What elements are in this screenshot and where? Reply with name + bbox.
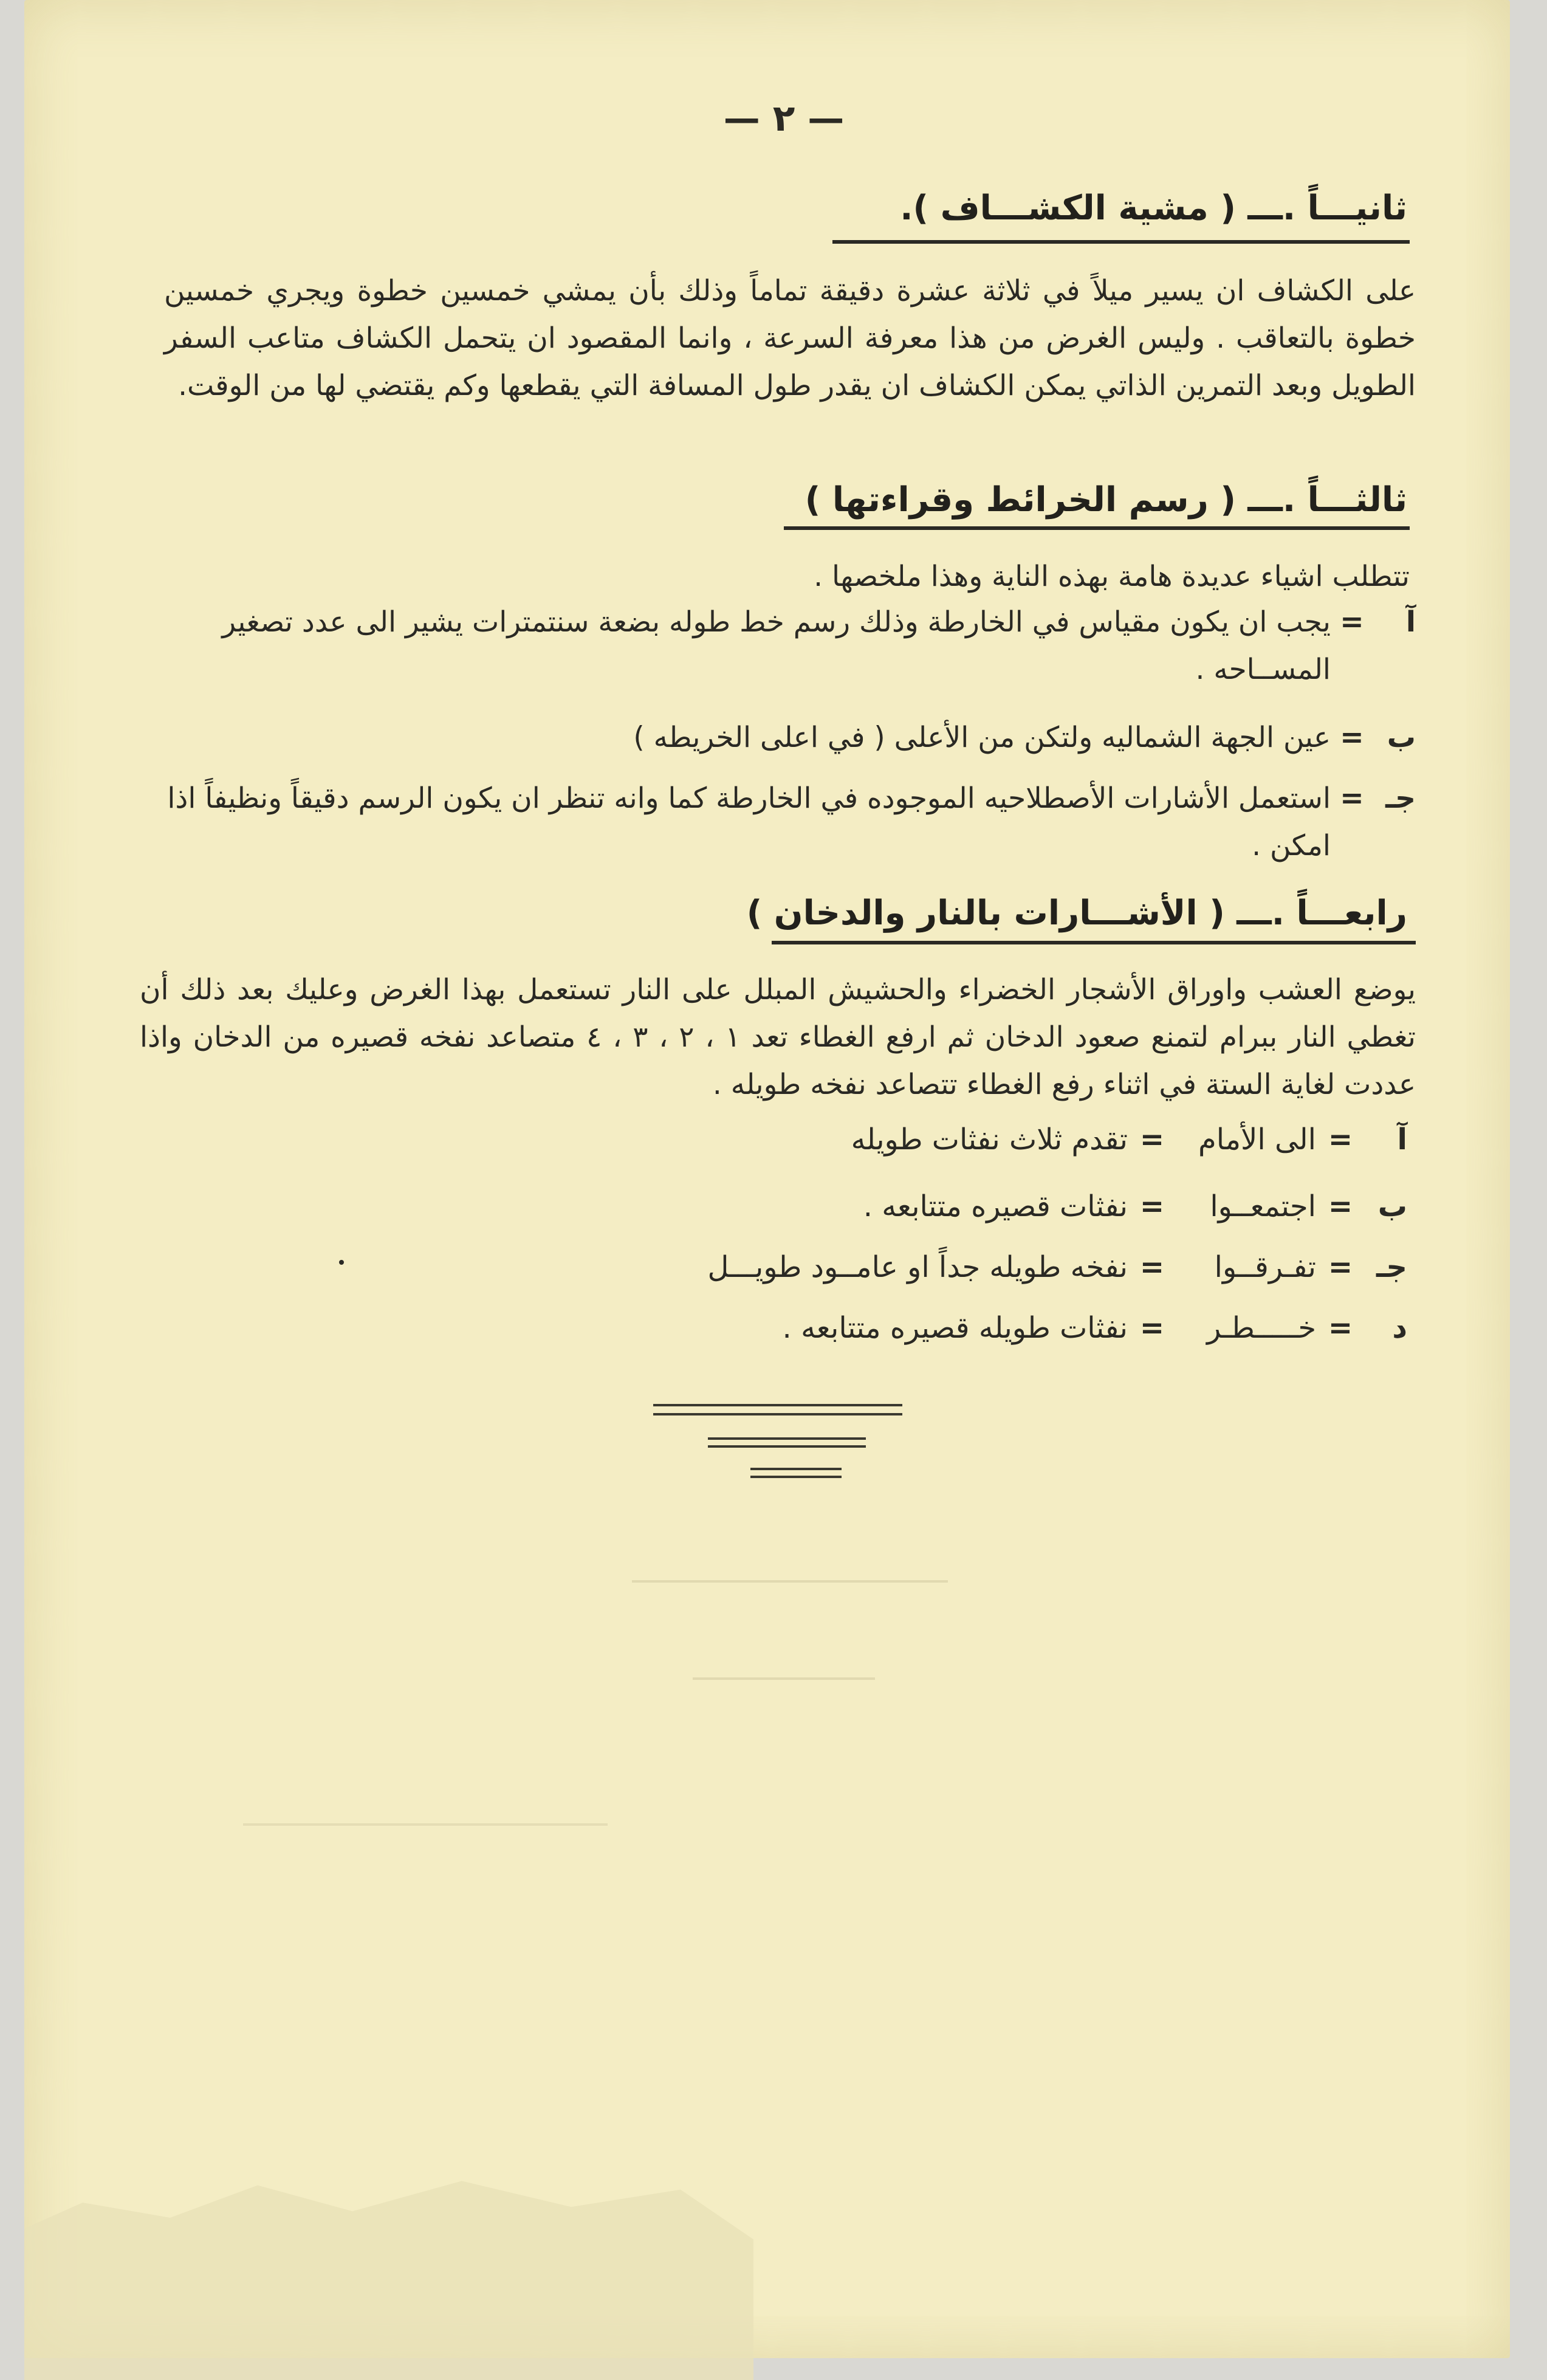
item-equals: = (1340, 605, 1364, 639)
signal-command: تفـرقــوا (1214, 1250, 1316, 1284)
closing-rule (708, 1445, 866, 1448)
signal-command: الى الأمام (1198, 1123, 1316, 1157)
signal-letter: د (1392, 1311, 1407, 1345)
signal-equals: = (1328, 1311, 1353, 1345)
signal-equals: = (1139, 1311, 1165, 1345)
signal-meaning: نفخه طويله جداً او عامــود طويـــل (707, 1250, 1128, 1284)
signal-letter: جـ (1376, 1250, 1407, 1284)
signal-letter: آ (1397, 1123, 1407, 1157)
signal-equals: = (1139, 1250, 1165, 1284)
paragraph-fire-signals: يوضع العشب واوراق الأشجار الخضراء والحشيش المبلل على النار تستعمل بهذا الغرض وعليك بعد ذلك أن تغطي النار ببرام لتمنع صعود الدخان ثم ارفع الغطاء تعد ١ ، ٢ ، ٣ ، ٤ متصاعد نفخه قصيره من الدخان واذا عددت لغاية الستة في اثناء رفع الغطاء تتصاعد نفخه طويله . (140, 973, 1416, 1101)
signal-meaning: تقدم ثلاث نفثات طويله (851, 1123, 1128, 1157)
signal-row (707, 1243, 1407, 1291)
closing-rule (750, 1476, 842, 1478)
closing-rule (653, 1404, 902, 1406)
signal-meaning: نفثات قصيره متتابعه . (863, 1189, 1128, 1223)
item-text: يجب ان يكون مقياس في الخارطة وذلك رسم خط طوله بضعة سنتمترات يشير الى عدد تصغير المســاحه . (222, 605, 1331, 686)
closing-rule (708, 1437, 866, 1440)
page-number: — ٢ — (723, 97, 845, 140)
signal-letter: ب (1377, 1189, 1407, 1223)
paragraph-scout-walk: على الكشاف ان يسير ميلاً في ثلاثة عشرة دقيقة تماماً وذلك بأن يمشي خمسين خطوة ويجري خمسين خطوة بالتعاقب . وليس الغرض من هذا معرفة السرعة ، وانما المقصود ان يتحمل الكشاف متاعب السفر الطويل وبعد التمرين الذاتي يمكن الكشاف ان يقدر طول المسافة التي يقطعها وكم يقتضي لها من الوقت. (164, 274, 1416, 402)
item-equals: = (1340, 782, 1364, 815)
item-letter: جـ (1385, 782, 1416, 815)
signal-meaning: نفثات طويله قصيره متتابعه . (782, 1311, 1128, 1345)
signal-row (851, 1115, 1407, 1164)
ink-dot (339, 1260, 344, 1265)
signal-command: اجتمعــوا (1210, 1189, 1316, 1223)
signal-equals: = (1328, 1250, 1353, 1284)
paragraph-map-intro: تتطلب اشياء عديدة هامة بهذه الناية وهذا ملخصها . (814, 560, 1410, 593)
item-text: عين الجهة الشماليه ولتكن من الأعلى ( في اعلى الخريطه ) (633, 721, 1331, 754)
signal-command: خـــــطـر (1207, 1311, 1316, 1345)
heading-underline (784, 526, 1410, 530)
signal-equals: = (1328, 1189, 1353, 1223)
signal-row (863, 1182, 1407, 1231)
bleed-through-rule (693, 1677, 875, 1680)
item-text: استعمل الأشارات الأصطلاحيه الموجوده في الخارطة كما وانه تنظر ان يكون الرسم دقيقاً ونظيفاً اذا امكن . (167, 782, 1331, 862)
bleed-through-rule (243, 1823, 608, 1826)
signal-row (783, 1304, 1407, 1352)
item-equals: = (1340, 721, 1364, 754)
list-item (164, 714, 1416, 762)
signal-equals: = (1139, 1123, 1165, 1157)
section-heading-fire-signals: رابعـــاً .ـــ ( الأشـــارات بالنار والدخان ) (746, 893, 1407, 933)
list-item (164, 775, 1416, 870)
item-letter: ب (1387, 721, 1416, 754)
section-heading-scout-walk: ثانيـــاً .ـــ ( مشية الكشـــاف ). (900, 188, 1407, 228)
heading-underline (832, 240, 1410, 244)
item-letter: آ (1405, 605, 1416, 639)
section-heading-map-drawing: ثالثـــاً .ـــ ( رسم الخرائط وقراءتها ) (804, 480, 1407, 520)
list-item (164, 599, 1416, 693)
closing-rule (653, 1413, 902, 1415)
closing-rule (750, 1468, 842, 1470)
signal-equals: = (1139, 1189, 1165, 1223)
signal-equals: = (1328, 1123, 1353, 1157)
bleed-through-rule (632, 1580, 948, 1583)
heading-underline (772, 941, 1416, 944)
